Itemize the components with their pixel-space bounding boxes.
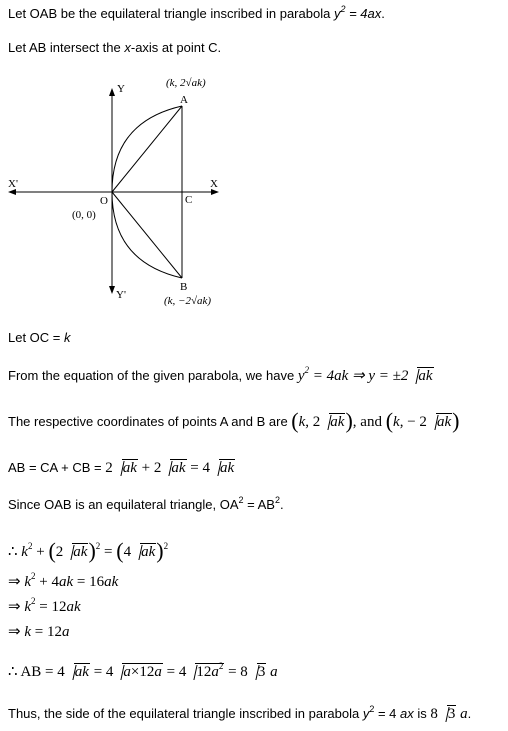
ab-line (8, 460, 235, 477)
coord-A: (k, 2√ak) (166, 77, 206, 89)
coordinates-math: (k, 2 ak), and (k, − 2 ak) (291, 408, 460, 433)
intro-period: . (381, 6, 385, 21)
equation-3: ⇒ $k^2 = 12ak$ (8, 596, 81, 615)
equation-1: ∴ $k^2 + (2$ ak)$^2$ = (4 ak)$^2$ (8, 538, 169, 563)
equation-2: ⇒ $k^2 + 4ak = 16ak$ (8, 571, 119, 590)
equation-5: ∴ AB = 4 ak = 4 a×12a = 4 $12a^2 = 8$ 3 a (8, 661, 278, 680)
label-O: O (100, 195, 108, 207)
label-X: X (210, 178, 218, 190)
intro-line-2: Let AB intersect the x-axis at point C. (8, 40, 222, 55)
y-axis-arrow-up (109, 88, 115, 96)
label-Yp: Y' (116, 289, 126, 301)
conclusion-math: 8 3 a (430, 706, 468, 722)
coord-B: (k, −2√ak) (164, 295, 212, 307)
coordinates-text: The respective coordinates of points A and B are (8, 414, 288, 429)
from-equation-math: $y^2 = 4ak$ ⇒ y = ±2 ak (297, 365, 433, 384)
coordinates-line (8, 408, 459, 434)
y-axis-arrow-down (109, 286, 115, 294)
ab-math: 2 ak + 2 ak = 4 ak (105, 460, 235, 476)
side-OA (112, 106, 182, 192)
conclusion-line: Thus, the side of the equilateral triangle inscribed in parabola $y^2 = 4$ ax is 8 3 a. (8, 703, 472, 722)
from-equation-line (8, 366, 434, 385)
since-line: Since OAB is an equilateral triangle, $OA^2 = AB^2$. (8, 494, 284, 512)
equation-4: ⇒ k = 12a (8, 624, 70, 640)
let-oc-line: Let OC = k (8, 330, 71, 345)
intro-equation: $y^2 = 4ax$ (333, 3, 382, 21)
intro-text: Let OAB be the equilateral triangle inscribed in parabola (8, 6, 334, 21)
label-Y: Y (117, 83, 125, 95)
label-origin: (0, 0) (72, 209, 96, 221)
from-equation-text: From the equation of the given parabola, we have (8, 368, 295, 383)
ab-text: AB = CA + CB = (8, 460, 102, 475)
label-B: B (180, 281, 188, 293)
intro-line-1 (8, 3, 385, 21)
label-C: C (185, 194, 193, 206)
label-A: A (180, 94, 188, 106)
side-OB (112, 192, 182, 278)
label-Xp: X' (8, 178, 18, 190)
parabola-figure (0, 72, 230, 312)
conclusion-period: . (467, 706, 472, 721)
